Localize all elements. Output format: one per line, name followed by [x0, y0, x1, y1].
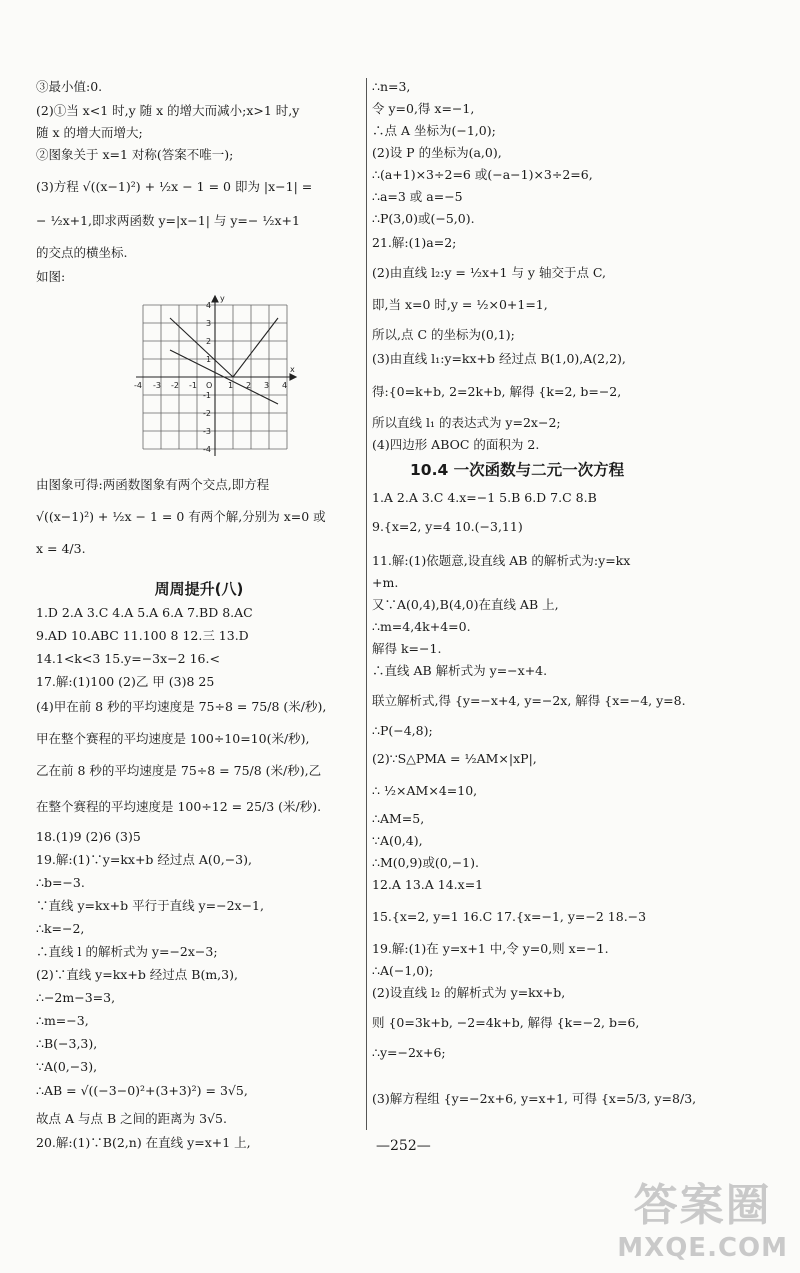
text-line: ③最小值:0.	[36, 79, 103, 94]
answer-line: ∴P(−4,8);	[372, 723, 433, 738]
text-line: (2)①当 x<1 时,y 随 x 的增大而减小;x>1 时,y	[36, 103, 300, 118]
text-line: − ½x+1,即求两函数 y=|x−1| 与 y=− ½x+1	[36, 213, 300, 228]
text-line: 所以,点 C 的坐标为(0,1);	[372, 327, 515, 342]
column-divider	[366, 78, 367, 1130]
answer-line: 联立解析式,得 {y=−x+4, y=−2x, 解得 {x=−4, y=8.	[372, 693, 686, 708]
svg-text:3: 3	[206, 319, 212, 328]
answer-line: +m.	[372, 575, 399, 590]
answer-line: ∴m=4,4k+4=0.	[372, 619, 471, 634]
text-line: 如图:	[36, 269, 66, 284]
text-line: 即,当 x=0 时,y = ½×0+1=1,	[372, 297, 548, 312]
svg-text:-3: -3	[203, 427, 211, 436]
text-line: ∴(a+1)×3÷2=6 或(−a−1)×3÷2=6,	[372, 167, 593, 182]
svg-text:-1: -1	[189, 381, 197, 390]
answer-line: (3)解方程组 {y=−2x+6, y=x+1, 可得 {x=5/3, y=8/3,	[372, 1091, 697, 1106]
svg-text:4: 4	[282, 381, 288, 390]
answer-line: (2)设直线 l₂ 的解析式为 y=kx+b,	[372, 985, 566, 1000]
svg-text:4: 4	[206, 301, 212, 310]
text-line: 令 y=0,得 x=−1,	[372, 101, 475, 116]
answer-line: 1.D 2.A 3.C 4.A 5.A 6.A 7.BD 8.AC	[36, 605, 253, 620]
text-line: 由图象可得:两函数图象有两个交点,即方程	[36, 477, 270, 492]
svg-text:2: 2	[206, 337, 212, 346]
svg-text:1: 1	[206, 355, 212, 364]
text-line: ∴P(3,0)或(−5,0).	[372, 211, 475, 226]
answer-line: 1.A 2.A 3.C 4.x=−1 5.B 6.D 7.C 8.B	[372, 490, 597, 505]
answer-line: 9.{x=2, y=4 10.(−3,11)	[372, 519, 523, 534]
answer-line: ∵A(0,4),	[372, 833, 423, 848]
answer-line: 9.AD 10.ABC 11.100 8 12.三 13.D	[36, 628, 249, 643]
answer-line: (4)甲在前 8 秒的平均速度是 75÷8 = 75/8 (米/秒),	[36, 699, 327, 714]
svg-text:2: 2	[246, 381, 252, 390]
answer-line: ∴直线 l 的解析式为 y=−2x−3;	[36, 944, 218, 959]
text-line: √((x−1)²) + ½x − 1 = 0 有两个解,分别为 x=0 或	[36, 509, 326, 524]
svg-text:-1: -1	[203, 391, 211, 400]
svg-text:1: 1	[228, 381, 234, 390]
answer-line: ∴b=−3.	[36, 875, 85, 890]
watermark-title: 答案圈	[633, 1180, 772, 1231]
answer-line: ∴A(−1,0);	[372, 963, 434, 978]
svg-text:-2: -2	[171, 381, 179, 390]
text-line: 随 x 的增大而增大;	[36, 125, 143, 140]
function-graph	[130, 292, 300, 462]
watermark-logo	[617, 1169, 788, 1263]
text-line: x = 4/3.	[36, 541, 86, 556]
answer-line: 11.解:(1)依题意,设直线 AB 的解析式为:y=kx	[372, 553, 631, 568]
answer-line: ∴M(0,9)或(0,−1).	[372, 855, 479, 870]
text-line: (4)四边形 ABOC 的面积为 2.	[372, 437, 540, 452]
answer-line: 19.解:(1)在 y=x+1 中,令 y=0,则 x=−1.	[372, 941, 609, 956]
watermark-url: MXQE.COM	[617, 1233, 788, 1263]
answer-line: 20.解:(1)∵B(2,n) 在直线 y=x+1 上,	[36, 1135, 251, 1150]
answer-line: 乙在前 8 秒的平均速度是 75÷8 = 75/8 (米/秒),乙	[36, 763, 322, 778]
text-line: (3)方程 √((x−1)²) + ½x − 1 = 0 即为 |x−1| =	[36, 179, 313, 194]
answer-line: 故点 A 与点 B 之间的距离为 3√5.	[36, 1111, 227, 1126]
section-title: 周周提升(八)	[154, 580, 244, 598]
text-line: ②图象关于 x=1 对称(答案不唯一);	[36, 147, 234, 162]
answer-line: ∵A(0,−3),	[36, 1059, 98, 1074]
answer-line: ∴AM=5,	[372, 811, 425, 826]
svg-text:-4: -4	[203, 445, 211, 454]
answer-line: 14.1<k<3 15.y=−3x−2 16.<	[36, 651, 220, 666]
svg-text:3: 3	[264, 381, 270, 390]
answer-line: ∴−2m−3=3,	[36, 990, 116, 1005]
graph-axes	[136, 296, 296, 456]
text-line: ∴n=3,	[372, 79, 411, 94]
svg-text:x: x	[290, 365, 295, 374]
text-line: (2)设 P 的坐标为(a,0),	[372, 145, 502, 160]
answer-line: ∴y=−2x+6;	[372, 1045, 446, 1060]
answer-line: 又∵A(0,4),B(4,0)在直线 AB 上,	[372, 597, 559, 612]
answer-line: ∴k=−2,	[36, 921, 85, 936]
answer-line: 19.解:(1)∵y=kx+b 经过点 A(0,−3),	[36, 852, 252, 867]
text-line: ∴a=3 或 a=−5	[372, 189, 463, 204]
graph-lines	[170, 318, 278, 404]
answer-line: 在整个赛程的平均速度是 100÷12 = 25/3 (米/秒).	[36, 799, 322, 814]
answer-line: (2)∵S△PMA = ½AM×|xP|,	[372, 751, 537, 766]
section-title: 10.4 一次函数与二元一次方程	[410, 461, 625, 479]
svg-text:O: O	[206, 381, 213, 390]
text-line: 21.解:(1)a=2;	[372, 235, 457, 250]
text-line: 得:{0=k+b, 2=2k+b, 解得 {k=2, b=−2,	[372, 384, 622, 399]
svg-text:-4: -4	[134, 381, 142, 390]
answer-line: ∴AB = √((−3−0)²+(3+3)²) = 3√5,	[36, 1083, 248, 1098]
svg-text:-3: -3	[153, 381, 161, 390]
answer-line: 解得 k=−1.	[372, 641, 442, 656]
text-line: (2)由直线 l₂:y = ½x+1 与 y 轴交于点 C,	[372, 265, 607, 280]
answer-line: ∴B(−3,3),	[36, 1036, 98, 1051]
answer-line: ∴直线 AB 解析式为 y=−x+4.	[372, 663, 548, 678]
answer-line: ∵直线 y=kx+b 平行于直线 y=−2x−1,	[36, 898, 264, 913]
answer-line: 12.A 13.A 14.x=1	[372, 877, 484, 892]
answer-line: ∴m=−3,	[36, 1013, 89, 1028]
text-line: 所以直线 l₁ 的表达式为 y=2x−2;	[372, 415, 561, 430]
answer-line: ∴ ½×AM×4=10,	[372, 783, 478, 798]
svg-text:y: y	[220, 294, 225, 303]
answer-line: (2)∵直线 y=kx+b 经过点 B(m,3),	[36, 967, 238, 982]
svg-text:-2: -2	[203, 409, 211, 418]
text-line: 的交点的横坐标.	[36, 245, 128, 260]
text-line: ∴点 A 坐标为(−1,0);	[372, 123, 496, 138]
answer-line: 18.(1)9 (2)6 (3)5	[36, 829, 141, 844]
answer-line: 17.解:(1)100 (2)乙 甲 (3)8 25	[36, 674, 215, 689]
page-number: —252—	[376, 1138, 431, 1154]
text-line: (3)由直线 l₁:y=kx+b 经过点 B(1,0),A(2,2),	[372, 351, 626, 366]
answer-line: 甲在整个赛程的平均速度是 100÷10=10(米/秒),	[36, 731, 310, 746]
answer-line: 15.{x=2, y=1 16.C 17.{x=−1, y=−2 18.−3	[372, 909, 647, 924]
answer-line: 则 {0=3k+b, −2=4k+b, 解得 {k=−2, b=6,	[372, 1015, 640, 1030]
